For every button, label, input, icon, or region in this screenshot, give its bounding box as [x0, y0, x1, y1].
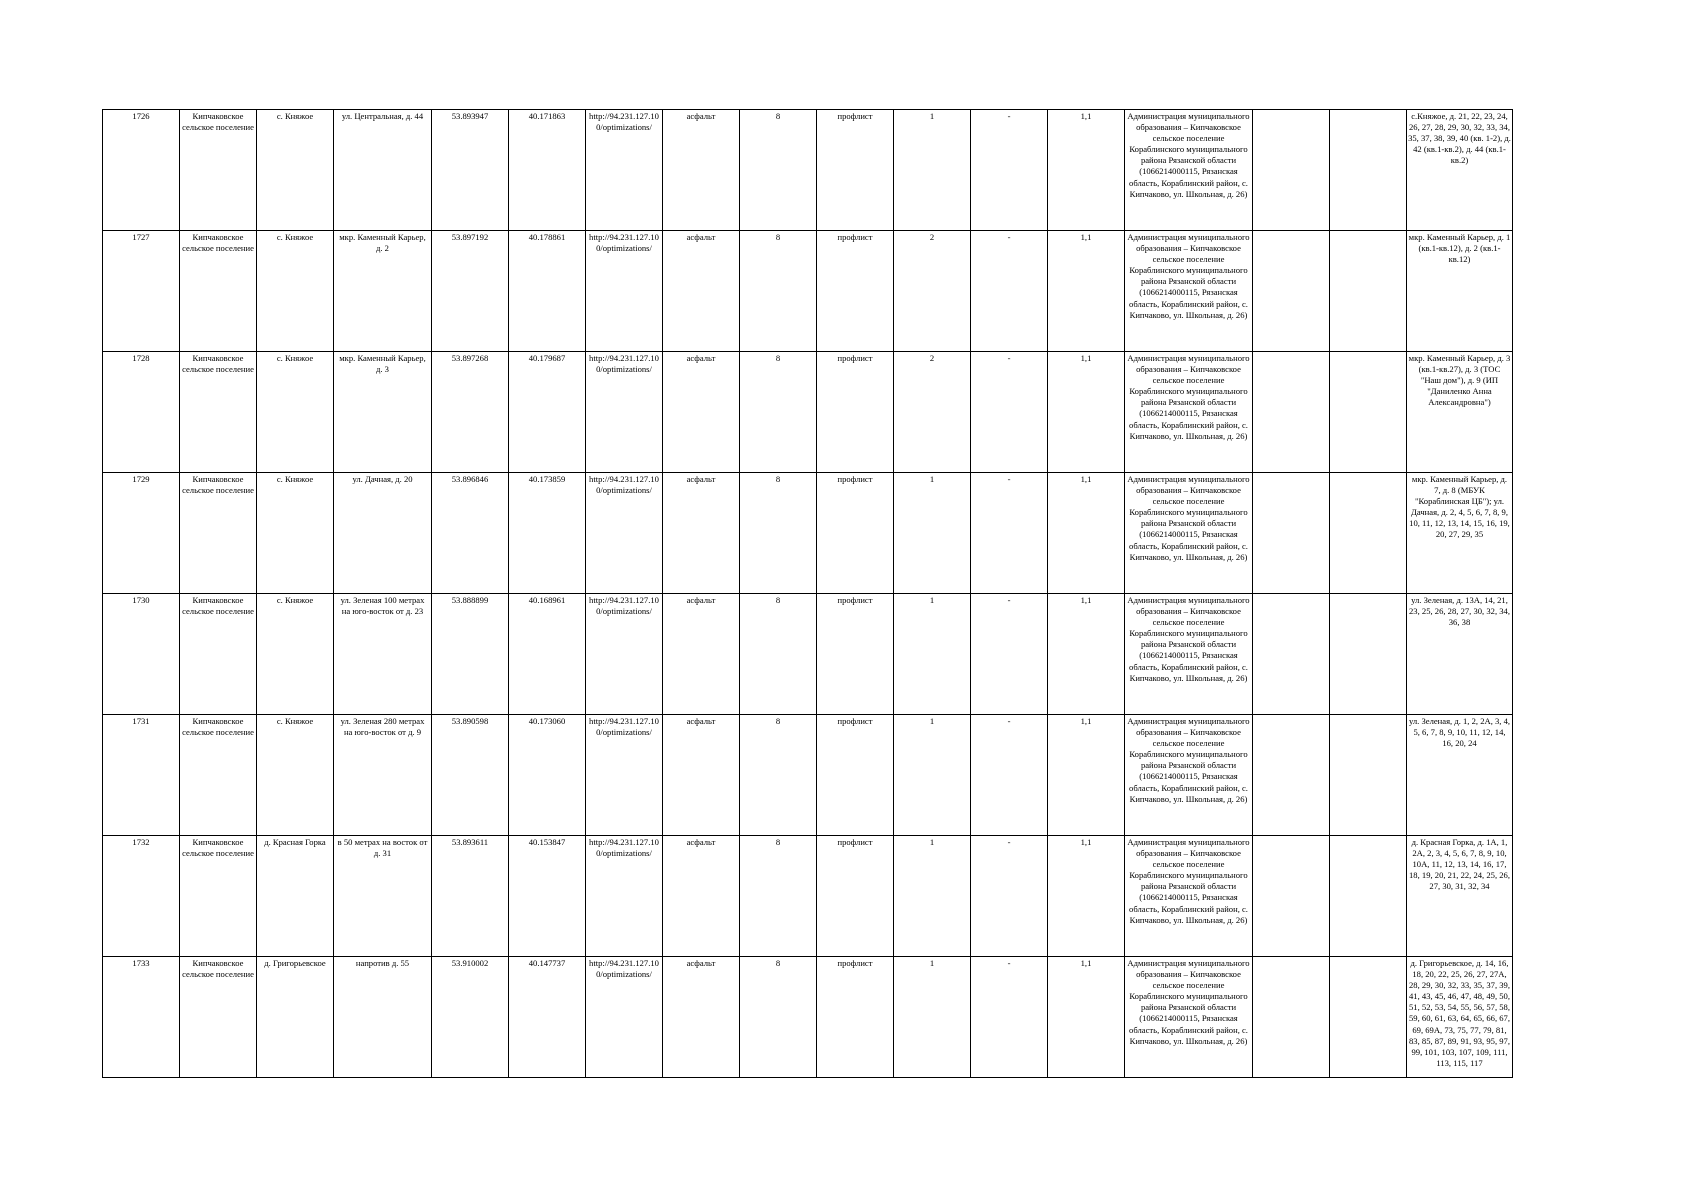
locality-cell: с. Княжое [257, 594, 334, 715]
latitude-cell: 53.890598 [432, 715, 509, 836]
owner-cell: Администрация муниципального образования – Кипчаковское сельское поселение Кораблинского муниципального района Рязанской области (1066214000115, Рязанская область, Кораблинский район, с. Кипчаково, ул. Школьная, д. 26) [1125, 594, 1253, 715]
url-cell: http://94.231.127.10 0/optimizations/ [586, 473, 663, 594]
address-cell: в 50 метрах на восток от д. 31 [334, 836, 432, 957]
table-row [103, 473, 1513, 594]
latitude-cell: 53.893611 [432, 836, 509, 957]
area-cell: 8 [740, 110, 817, 231]
empty-cell [1330, 715, 1407, 836]
longitude-cell: 40.168961 [509, 594, 586, 715]
planned-cell: - [971, 715, 1048, 836]
container-volume-cell: 1,1 [1048, 110, 1125, 231]
settlement-cell: Кипчаковское сельское поселение [180, 836, 257, 957]
empty-cell [1330, 231, 1407, 352]
latitude-cell: 53.910002 [432, 957, 509, 1078]
address-cell: мкр. Каменный Карьер, д. 2 [334, 231, 432, 352]
locality-cell: с. Княжое [257, 352, 334, 473]
container-volume-cell: 1,1 [1048, 473, 1125, 594]
planned-cell: - [971, 473, 1048, 594]
longitude-cell: 40.153847 [509, 836, 586, 957]
waste-sources-cell: мкр. Каменный Карьер, д. 3 (кв.1-кв.27), д. 3 (ТОС "Наш дом"), д. 9 (ИП "Даниленко Анна Александровна") [1407, 352, 1513, 473]
waste-sources-cell: д. Григорьевское, д. 14, 16, 18, 20, 22, 25, 26, 27, 27А, 28, 29, 30, 32, 33, 35, 37, 39, 41, 43, 45, 46, 47, 48, 49, 50, 51, 52, 53, 54, 55, 56, 57, 58, 59, 60, 61, 63, 64, 65, 66, 67, 69, 69А, 73, 75, 77, 79, 81, 83, 85, 87, 89, 91, 93, 95, 97, 99, 101, 103, 107, 109, 111, 113, 115, 117 [1407, 957, 1513, 1078]
locality-cell: с. Княжое [257, 473, 334, 594]
settlement-cell: Кипчаковское сельское поселение [180, 231, 257, 352]
planned-cell: - [971, 352, 1048, 473]
waste-sources-cell: д. Красная Горка, д. 1А, 1, 2А, 2, 3, 4, 5, 6, 7, 8, 9, 10, 10А, 11, 12, 13, 14, 16, 17, 18, 19, 20, 21, 22, 24, 25, 26, 27, 30, 31, 32, 34 [1407, 836, 1513, 957]
fence-cell: профлист [817, 594, 894, 715]
area-cell: 8 [740, 957, 817, 1078]
owner-cell: Администрация муниципального образования – Кипчаковское сельское поселение Кораблинского муниципального района Рязанской области (1066214000115, Рязанская область, Кораблинский район, с. Кипчаково, ул. Школьная, д. 26) [1125, 352, 1253, 473]
fence-cell: профлист [817, 957, 894, 1078]
table-row [103, 110, 1513, 231]
address-cell: мкр. Каменный Карьер, д. 3 [334, 352, 432, 473]
empty-cell [1253, 231, 1330, 352]
latitude-cell: 53.897192 [432, 231, 509, 352]
latitude-cell: 53.896846 [432, 473, 509, 594]
waste-sites-table [102, 109, 1513, 1078]
container-volume-cell: 1,1 [1048, 715, 1125, 836]
empty-cell [1253, 957, 1330, 1078]
table-row [103, 957, 1513, 1078]
empty-cell [1253, 836, 1330, 957]
locality-cell: д. Григорьевское [257, 957, 334, 1078]
fence-cell: профлист [817, 836, 894, 957]
url-cell: http://94.231.127.10 0/optimizations/ [586, 110, 663, 231]
container-count-cell: 2 [894, 352, 971, 473]
address-cell: ул. Зеленая 280 метрах на юго-восток от д. 9 [334, 715, 432, 836]
surface-cell: асфальт [663, 352, 740, 473]
container-volume-cell: 1,1 [1048, 352, 1125, 473]
waste-sources-cell: ул. Зеленая, д. 1, 2, 2А, 3, 4, 5, 6, 7, 8, 9, 10, 11, 12, 14, 16, 20, 24 [1407, 715, 1513, 836]
empty-cell [1330, 836, 1407, 957]
row-number-cell: 1730 [103, 594, 180, 715]
row-number-cell: 1726 [103, 110, 180, 231]
owner-cell: Администрация муниципального образования – Кипчаковское сельское поселение Кораблинского муниципального района Рязанской области (1066214000115, Рязанская область, Кораблинский район, с. Кипчаково, ул. Школьная, д. 26) [1125, 957, 1253, 1078]
surface-cell: асфальт [663, 473, 740, 594]
empty-cell [1253, 715, 1330, 836]
longitude-cell: 40.173060 [509, 715, 586, 836]
settlement-cell: Кипчаковское сельское поселение [180, 110, 257, 231]
container-count-cell: 1 [894, 110, 971, 231]
empty-cell [1330, 957, 1407, 1078]
waste-sources-cell: мкр. Каменный Карьер, д. 1 (кв.1-кв.12), д. 2 (кв.1-кв.12) [1407, 231, 1513, 352]
fence-cell: профлист [817, 231, 894, 352]
longitude-cell: 40.179687 [509, 352, 586, 473]
surface-cell: асфальт [663, 231, 740, 352]
row-number-cell: 1729 [103, 473, 180, 594]
surface-cell: асфальт [663, 594, 740, 715]
latitude-cell: 53.893947 [432, 110, 509, 231]
longitude-cell: 40.173859 [509, 473, 586, 594]
url-cell: http://94.231.127.10 0/optimizations/ [586, 957, 663, 1078]
owner-cell: Администрация муниципального образования – Кипчаковское сельское поселение Кораблинского муниципального района Рязанской области (1066214000115, Рязанская область, Кораблинский район, с. Кипчаково, ул. Школьная, д. 26) [1125, 110, 1253, 231]
empty-cell [1330, 352, 1407, 473]
fence-cell: профлист [817, 352, 894, 473]
longitude-cell: 40.147737 [509, 957, 586, 1078]
area-cell: 8 [740, 473, 817, 594]
owner-cell: Администрация муниципального образования – Кипчаковское сельское поселение Кораблинского муниципального района Рязанской области (1066214000115, Рязанская область, Кораблинский район, с. Кипчаково, ул. Школьная, д. 26) [1125, 715, 1253, 836]
latitude-cell: 53.897268 [432, 352, 509, 473]
container-count-cell: 1 [894, 594, 971, 715]
fence-cell: профлист [817, 110, 894, 231]
owner-cell: Администрация муниципального образования – Кипчаковское сельское поселение Кораблинского муниципального района Рязанской области (1066214000115, Рязанская область, Кораблинский район, с. Кипчаково, ул. Школьная, д. 26) [1125, 231, 1253, 352]
empty-cell [1253, 352, 1330, 473]
url-cell: http://94.231.127.10 0/optimizations/ [586, 836, 663, 957]
container-volume-cell: 1,1 [1048, 594, 1125, 715]
url-cell: http://94.231.127.10 0/optimizations/ [586, 594, 663, 715]
locality-cell: с. Княжое [257, 110, 334, 231]
waste-sources-cell: мкр. Каменный Карьер, д. 7, д. 8 (МБУК "Кораблинская ЦБ"); ул. Дачная, д. 2, 4, 5, 6, 7, 8, 9, 10, 11, 12, 13, 14, 15, 16, 19, 20, 27, 29, 35 [1407, 473, 1513, 594]
latitude-cell: 53.888899 [432, 594, 509, 715]
owner-cell: Администрация муниципального образования – Кипчаковское сельское поселение Кораблинского муниципального района Рязанской области (1066214000115, Рязанская область, Кораблинский район, с. Кипчаково, ул. Школьная, д. 26) [1125, 836, 1253, 957]
fence-cell: профлист [817, 473, 894, 594]
address-cell: ул. Зеленая 100 метрах на юго-восток от д. 23 [334, 594, 432, 715]
planned-cell: - [971, 231, 1048, 352]
row-number-cell: 1728 [103, 352, 180, 473]
container-volume-cell: 1,1 [1048, 957, 1125, 1078]
table-body [103, 110, 1513, 1078]
container-count-cell: 2 [894, 231, 971, 352]
settlement-cell: Кипчаковское сельское поселение [180, 594, 257, 715]
locality-cell: с. Княжое [257, 715, 334, 836]
settlement-cell: Кипчаковское сельское поселение [180, 473, 257, 594]
area-cell: 8 [740, 594, 817, 715]
planned-cell: - [971, 594, 1048, 715]
longitude-cell: 40.178861 [509, 231, 586, 352]
row-number-cell: 1727 [103, 231, 180, 352]
container-count-cell: 1 [894, 957, 971, 1078]
settlement-cell: Кипчаковское сельское поселение [180, 352, 257, 473]
settlement-cell: Кипчаковское сельское поселение [180, 957, 257, 1078]
area-cell: 8 [740, 231, 817, 352]
surface-cell: асфальт [663, 110, 740, 231]
settlement-cell: Кипчаковское сельское поселение [180, 715, 257, 836]
empty-cell [1253, 110, 1330, 231]
address-cell: ул. Центральная, д. 44 [334, 110, 432, 231]
fence-cell: профлист [817, 715, 894, 836]
table-row [103, 836, 1513, 957]
container-count-cell: 1 [894, 473, 971, 594]
url-cell: http://94.231.127.10 0/optimizations/ [586, 352, 663, 473]
container-count-cell: 1 [894, 715, 971, 836]
empty-cell [1330, 594, 1407, 715]
waste-sources-cell: с.Княжое, д. 21, 22, 23, 24, 26, 27, 28, 29, 30, 32, 33, 34, 35, 37, 38, 39, 40 (кв. 1-2), д. 42 (кв.1-кв.2), д. 44 (кв.1-кв.2) [1407, 110, 1513, 231]
planned-cell: - [971, 110, 1048, 231]
table-row [103, 231, 1513, 352]
address-cell: ул. Дачная, д. 20 [334, 473, 432, 594]
row-number-cell: 1732 [103, 836, 180, 957]
table-row [103, 594, 1513, 715]
table-row [103, 715, 1513, 836]
container-count-cell: 1 [894, 836, 971, 957]
url-cell: http://94.231.127.10 0/optimizations/ [586, 231, 663, 352]
container-volume-cell: 1,1 [1048, 231, 1125, 352]
empty-cell [1253, 594, 1330, 715]
owner-cell: Администрация муниципального образования – Кипчаковское сельское поселение Кораблинского муниципального района Рязанской области (1066214000115, Рязанская область, Кораблинский район, с. Кипчаково, ул. Школьная, д. 26) [1125, 473, 1253, 594]
table-row [103, 352, 1513, 473]
empty-cell [1330, 473, 1407, 594]
empty-cell [1330, 110, 1407, 231]
planned-cell: - [971, 836, 1048, 957]
planned-cell: - [971, 957, 1048, 1078]
area-cell: 8 [740, 715, 817, 836]
area-cell: 8 [740, 836, 817, 957]
surface-cell: асфальт [663, 836, 740, 957]
address-cell: напротив д. 55 [334, 957, 432, 1078]
url-cell: http://94.231.127.10 0/optimizations/ [586, 715, 663, 836]
locality-cell: д. Красная Горка [257, 836, 334, 957]
locality-cell: с. Княжое [257, 231, 334, 352]
longitude-cell: 40.171863 [509, 110, 586, 231]
container-volume-cell: 1,1 [1048, 836, 1125, 957]
row-number-cell: 1731 [103, 715, 180, 836]
row-number-cell: 1733 [103, 957, 180, 1078]
empty-cell [1253, 473, 1330, 594]
surface-cell: асфальт [663, 957, 740, 1078]
surface-cell: асфальт [663, 715, 740, 836]
area-cell: 8 [740, 352, 817, 473]
waste-sources-cell: ул. Зеленая, д. 13А, 14, 21, 23, 25, 26, 28, 27, 30, 32, 34, 36, 38 [1407, 594, 1513, 715]
